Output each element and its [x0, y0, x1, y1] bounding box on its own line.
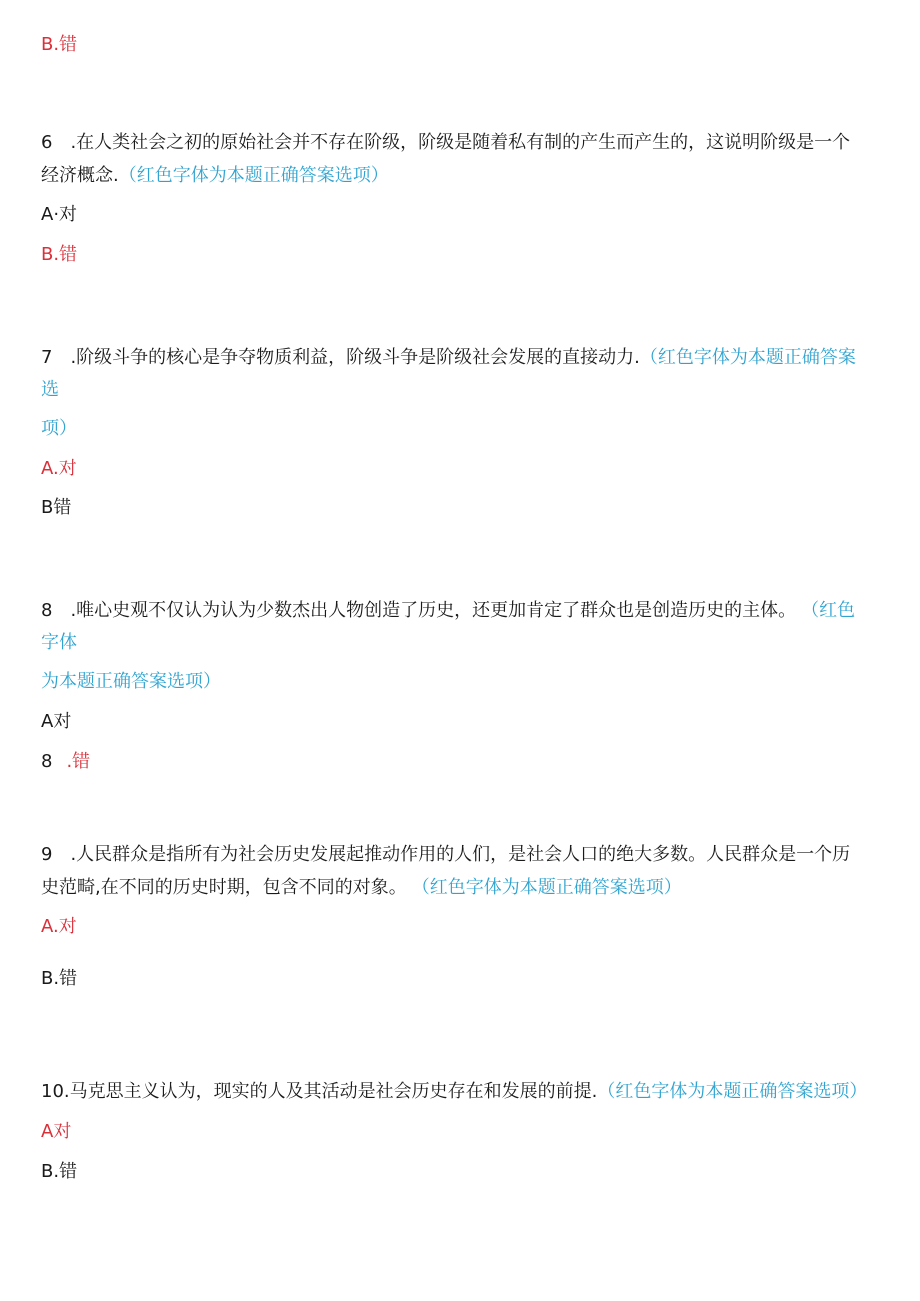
q10-question-text: 10.马克思主义认为，现实的人及其活动是社会历史存在和发展的前提.: [41, 1081, 598, 1102]
q9-question-line-1: [41, 843, 850, 867]
q10-option-b: B.错: [41, 1161, 78, 1182]
q8-question-line-1: [41, 599, 855, 623]
q6-option-a: A·对: [41, 204, 78, 225]
q7-answer-hint-cont-2: 项）: [41, 418, 77, 439]
q6-answer-hint: （红色字体为本题正确答案选项）: [118, 165, 389, 186]
q8-answer-hint-cont-2: 为本题正确答案选项）: [41, 671, 221, 692]
q8-answer-hint-cont-1: 字体: [41, 632, 77, 653]
q8-option-a: A对: [41, 711, 72, 732]
q8-option-b-text: .错: [66, 751, 91, 772]
q9-option-b: B.错: [41, 968, 78, 989]
q6-question-line-2: [41, 164, 389, 188]
q8-answer-hint: （红色: [810, 600, 856, 621]
q8-option-b: [41, 750, 90, 774]
q6-question-text-cont: 经济概念.: [41, 165, 119, 186]
q6-question-text: 6 .在人类社会之初的原始社会并不存在阶级，阶级是随着私有制的产生而产生的，这说明阶级是一个: [41, 132, 851, 153]
q7-question-text: 7 .阶级斗争的核心是争夺物质利益，阶级斗争是阶级社会发展的直接动力.: [41, 347, 640, 368]
q5-option-b: B.错: [41, 34, 78, 55]
q7-option-a: A.对: [41, 458, 77, 479]
q9-question-line-2: [41, 876, 682, 900]
q6-option-b: B.错: [41, 244, 78, 265]
q8-question-text: 8 .唯心史观不仅认为认为少数杰出人物创造了历史，还更加肯定了群众也是创造历史的主体。: [41, 600, 797, 621]
q6-question-line-1: [41, 131, 850, 155]
q9-answer-hint: （红色字体为本题正确答案选项）: [420, 877, 682, 898]
q8-option-b-number: 8: [41, 751, 53, 772]
q10-option-a: A对: [41, 1121, 72, 1142]
q9-question-text: 9 .人民群众是指所有为社会历史发展起推动作用的人们，是社会人口的绝大多数。人民群众是一个历: [41, 844, 851, 865]
q9-option-a: A.对: [41, 916, 77, 937]
q7-answer-hint: （红色字体为本题正确答案: [639, 347, 856, 368]
q7-question-line-1: [41, 346, 856, 370]
q7-option-b: B错: [41, 497, 72, 518]
q10-answer-hint: （红色字体为本题正确答案选项）: [597, 1081, 868, 1102]
q10-question-line-1: [41, 1080, 867, 1104]
q9-question-text-cont: 史范畸,在不同的历史时期，包含不同的对象。: [41, 877, 407, 898]
q7-answer-hint-cont-1: 选: [41, 379, 59, 400]
